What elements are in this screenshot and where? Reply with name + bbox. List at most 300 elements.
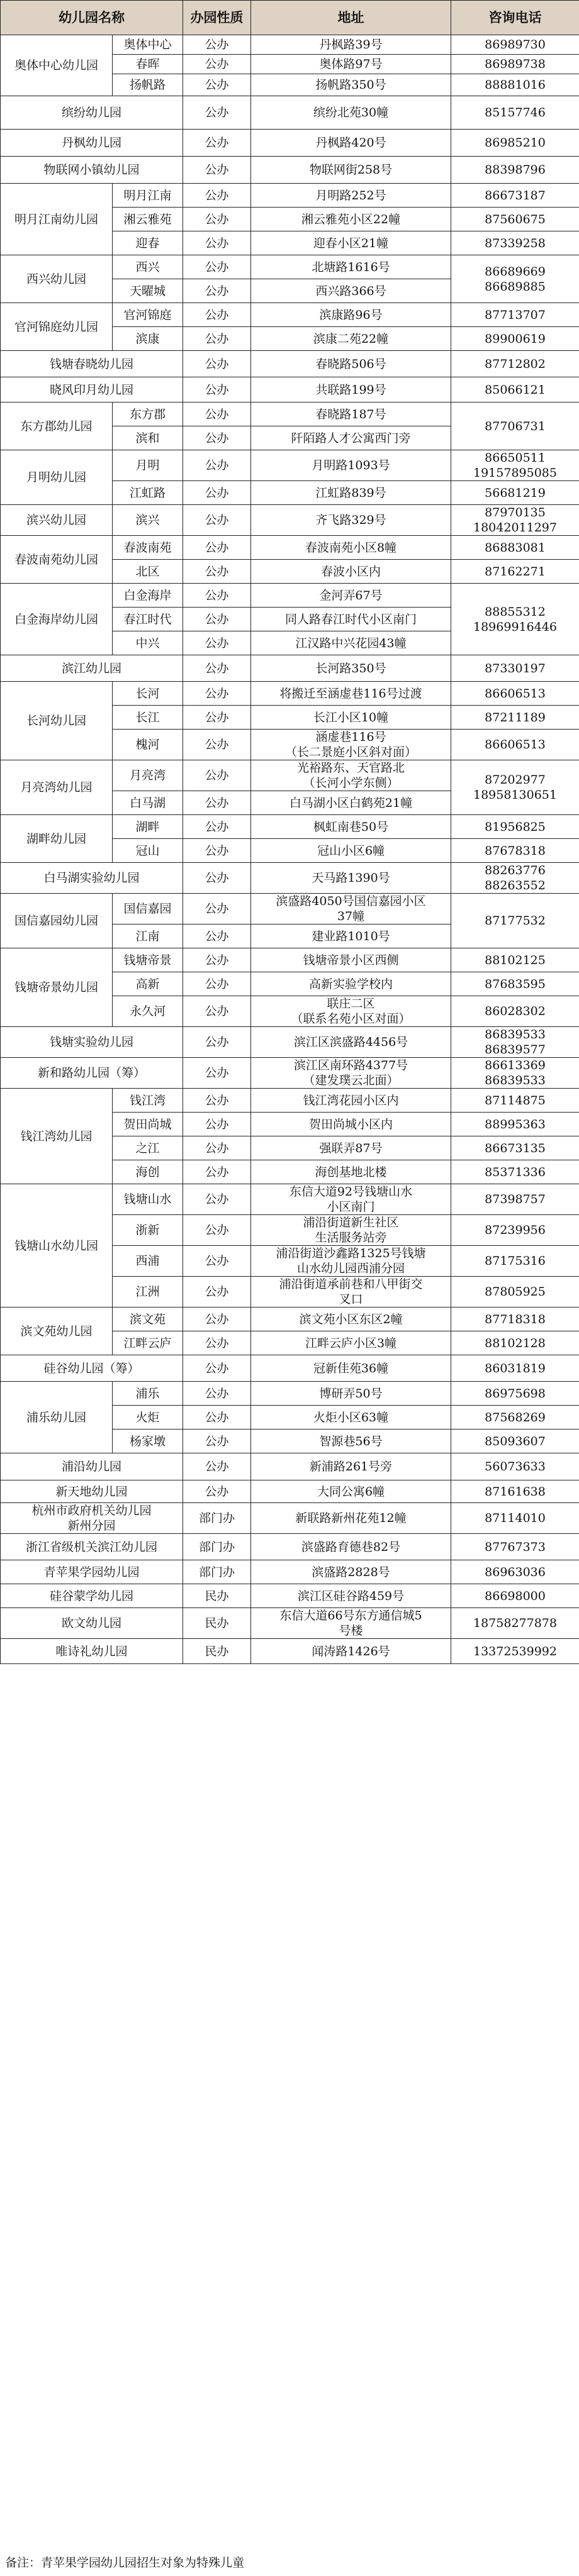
address-cell: 奥体路97号 bbox=[251, 55, 451, 74]
nature-cell: 公办 bbox=[183, 303, 251, 327]
table-row bbox=[1, 184, 579, 208]
branch-name: 贺田尚城 bbox=[113, 1113, 183, 1136]
branch-name: 江洲 bbox=[113, 1277, 183, 1307]
nature-cell: 公办 bbox=[183, 96, 251, 130]
address-cell: 丹枫路39号 bbox=[251, 35, 451, 55]
kindergarten-name: 丹枫幼儿园 bbox=[1, 130, 183, 157]
branch-name: 海创 bbox=[113, 1160, 183, 1184]
nature-cell: 公办 bbox=[183, 972, 251, 996]
kindergarten-name: 春波南苑幼儿园 bbox=[1, 536, 113, 584]
address-cell: 智源巷56号 bbox=[251, 1430, 451, 1453]
phone-cell: 85066121 bbox=[451, 377, 579, 402]
branch-name: 明月江南 bbox=[113, 184, 183, 208]
nature-cell: 公办 bbox=[183, 505, 251, 536]
address-cell: 滨文苑小区东区2幢 bbox=[251, 1307, 451, 1331]
branch-name: 滨和 bbox=[113, 426, 183, 450]
nature-cell: 公办 bbox=[183, 1027, 251, 1058]
address-cell: 浦沿街道承前巷和八甲街交 叉口 bbox=[251, 1277, 451, 1307]
phone-cell: 87970135 18042011297 bbox=[451, 505, 579, 536]
address-cell: 湘云雅苑小区22幢 bbox=[251, 208, 451, 231]
phone-cell: 86689669 86689885 bbox=[451, 255, 579, 303]
nature-cell: 公办 bbox=[183, 730, 251, 760]
nature-cell: 公办 bbox=[183, 1480, 251, 1503]
kindergarten-name: 唯诗礼幼儿园 bbox=[1, 1639, 183, 1664]
phone-cell: 87568269 bbox=[451, 1406, 579, 1430]
table-row bbox=[1, 894, 579, 924]
table-row bbox=[1, 584, 579, 608]
address-cell: 冠山小区6幢 bbox=[251, 839, 451, 863]
branch-name: 东方郡 bbox=[113, 402, 183, 426]
address-cell: 冠新佳苑36幢 bbox=[251, 1355, 451, 1382]
table-row bbox=[1, 402, 579, 426]
phone-cell: 86606513 bbox=[451, 682, 579, 706]
nature-cell: 公办 bbox=[183, 255, 251, 279]
table-row bbox=[1, 815, 579, 839]
nature-cell: 公办 bbox=[183, 1215, 251, 1246]
phone-cell: 86031819 bbox=[451, 1355, 579, 1382]
branch-name: 迎春 bbox=[113, 231, 183, 255]
address-cell: 天马路1390号 bbox=[251, 863, 451, 894]
phone-cell: 87706731 bbox=[451, 402, 579, 450]
kindergarten-name: 湖畔幼儿园 bbox=[1, 815, 113, 863]
phone-cell: 86963036 bbox=[451, 1560, 579, 1584]
nature-cell: 公办 bbox=[183, 584, 251, 608]
phone-cell: 87114010 bbox=[451, 1503, 579, 1534]
phone-cell: 87339258 bbox=[451, 231, 579, 255]
table-row bbox=[1, 351, 579, 377]
address-cell: 滨江区滨盛路4456号 bbox=[251, 1027, 451, 1058]
header-row bbox=[1, 1, 579, 35]
address-cell: 月明路252号 bbox=[251, 184, 451, 208]
table-row bbox=[1, 157, 579, 184]
address-cell: 枫虹南巷50号 bbox=[251, 815, 451, 839]
address-cell: 月明路1093号 bbox=[251, 450, 451, 481]
table-row bbox=[1, 948, 579, 972]
nature-cell: 公办 bbox=[183, 1246, 251, 1277]
branch-name: 天曜城 bbox=[113, 279, 183, 303]
branch-name: 滨兴 bbox=[113, 505, 183, 536]
kindergarten-name: 钱塘实验幼儿园 bbox=[1, 1027, 183, 1058]
nature-cell: 公办 bbox=[183, 55, 251, 74]
phone-cell: 86606513 bbox=[451, 730, 579, 760]
phone-cell: 87202977 18958130651 bbox=[451, 760, 579, 815]
nature-cell: 公办 bbox=[183, 377, 251, 402]
address-cell: 贺田尚城小区内 bbox=[251, 1113, 451, 1136]
address-cell: 滨江区南环路4377号 （建发璞云北面） bbox=[251, 1058, 451, 1089]
address-cell: 浦沿街道新生社区 生活服务站旁 bbox=[251, 1215, 451, 1246]
phone-cell: 88995363 bbox=[451, 1113, 579, 1136]
branch-name: 滨文苑 bbox=[113, 1307, 183, 1331]
nature-cell: 公办 bbox=[183, 426, 251, 450]
nature-cell: 公办 bbox=[183, 1382, 251, 1406]
table-row bbox=[1, 1639, 579, 1664]
address-cell: 江虹路839号 bbox=[251, 481, 451, 505]
branch-name: 浦乐 bbox=[113, 1382, 183, 1406]
kindergarten-name: 新和路幼儿园（筹） bbox=[1, 1058, 183, 1089]
phone-cell: 86698000 bbox=[451, 1584, 579, 1608]
phone-cell: 87161638 bbox=[451, 1480, 579, 1503]
branch-name: 滨康 bbox=[113, 327, 183, 351]
header-address: 地址 bbox=[251, 1, 451, 35]
branch-name: 春晖 bbox=[113, 55, 183, 74]
branch-name: 火炬 bbox=[113, 1406, 183, 1430]
kindergarten-name: 白金海岸幼儿园 bbox=[1, 584, 113, 655]
nature-cell: 公办 bbox=[183, 35, 251, 55]
nature-cell: 部门办 bbox=[183, 1560, 251, 1584]
branch-name: 扬帆路 bbox=[113, 74, 183, 96]
kindergarten-name: 物联网小镇幼儿园 bbox=[1, 157, 183, 184]
branch-name: 长河 bbox=[113, 682, 183, 706]
phone-cell: 18758277878 bbox=[451, 1608, 579, 1639]
nature-cell: 公办 bbox=[183, 631, 251, 655]
kindergarten-name: 浦乐幼儿园 bbox=[1, 1382, 113, 1453]
nature-cell: 公办 bbox=[183, 1430, 251, 1453]
address-cell: 丹枫路420号 bbox=[251, 130, 451, 157]
table-row bbox=[1, 1089, 579, 1113]
header-nature: 办园性质 bbox=[183, 1, 251, 35]
branch-name: 江虹路 bbox=[113, 481, 183, 505]
table-row bbox=[1, 130, 579, 157]
kindergarten-name: 硅谷蒙学幼儿园 bbox=[1, 1584, 183, 1608]
address-cell: 西兴路366号 bbox=[251, 279, 451, 303]
address-cell: 同人路春江时代小区南门 bbox=[251, 608, 451, 631]
branch-name: 国信嘉园 bbox=[113, 894, 183, 924]
branch-name: 永久河 bbox=[113, 996, 183, 1027]
branch-name: 西浦 bbox=[113, 1246, 183, 1277]
kindergarten-name: 月明幼儿园 bbox=[1, 450, 113, 505]
nature-cell: 公办 bbox=[183, 1453, 251, 1480]
phone-cell: 88855312 18969916446 bbox=[451, 584, 579, 655]
header-phone: 咨询电话 bbox=[451, 1, 579, 35]
kindergarten-name: 杭州市政府机关幼儿园 新州分园 bbox=[1, 1503, 183, 1534]
branch-name: 白金海岸 bbox=[113, 584, 183, 608]
table-row bbox=[1, 1184, 579, 1215]
nature-cell: 公办 bbox=[183, 948, 251, 972]
nature-cell: 公办 bbox=[183, 1058, 251, 1089]
address-cell: 春波南苑小区8幢 bbox=[251, 536, 451, 560]
table-row bbox=[1, 682, 579, 706]
nature-cell: 公办 bbox=[183, 74, 251, 96]
address-cell: 长江小区10幢 bbox=[251, 706, 451, 730]
table-row bbox=[1, 450, 579, 481]
kindergarten-name: 西兴幼儿园 bbox=[1, 255, 113, 303]
address-cell: 共联路199号 bbox=[251, 377, 451, 402]
address-cell: 东信大道66号东方通信城5 号楼 bbox=[251, 1608, 451, 1639]
kindergarten-name: 奥体中心幼儿园 bbox=[1, 35, 113, 96]
kindergarten-name: 青苹果学园幼儿园 bbox=[1, 1560, 183, 1584]
nature-cell: 公办 bbox=[183, 996, 251, 1027]
phone-cell: 86989730 bbox=[451, 35, 579, 55]
kindergarten-name: 长河幼儿园 bbox=[1, 682, 113, 760]
phone-cell: 87211189 bbox=[451, 706, 579, 730]
nature-cell: 公办 bbox=[183, 1113, 251, 1136]
table-row bbox=[1, 1307, 579, 1331]
address-cell: 高新实验学校内 bbox=[251, 972, 451, 996]
address-cell: 滨盛路育德巷82号 bbox=[251, 1534, 451, 1560]
address-cell: 钱塘帝景小区西侧 bbox=[251, 948, 451, 972]
phone-cell: 89900619 bbox=[451, 327, 579, 351]
kindergarten-name: 明月江南幼儿园 bbox=[1, 184, 113, 255]
nature-cell: 公办 bbox=[183, 130, 251, 157]
branch-name: 中兴 bbox=[113, 631, 183, 655]
address-cell: 东信大道92号钱塘山水 小区南门 bbox=[251, 1184, 451, 1215]
table-row bbox=[1, 1058, 579, 1089]
address-cell: 迎春小区21幢 bbox=[251, 231, 451, 255]
kindergarten-name: 钱塘帝景幼儿园 bbox=[1, 948, 113, 1027]
phone-cell: 86613369 86839533 bbox=[451, 1058, 579, 1089]
branch-name: 春波南苑 bbox=[113, 536, 183, 560]
nature-cell: 公办 bbox=[183, 863, 251, 894]
table-row bbox=[1, 1027, 579, 1058]
address-cell: 火炬小区63幢 bbox=[251, 1406, 451, 1430]
address-cell: 海创基地北楼 bbox=[251, 1160, 451, 1184]
branch-name: 槐河 bbox=[113, 730, 183, 760]
address-cell: 滨盛路4050号国信嘉园小区 37幢 bbox=[251, 894, 451, 924]
address-cell: 建业路1010号 bbox=[251, 924, 451, 948]
phone-cell: 87678318 bbox=[451, 839, 579, 863]
table-row bbox=[1, 1503, 579, 1534]
address-cell: 滨江区硅谷路459号 bbox=[251, 1584, 451, 1608]
kindergarten-name: 硅谷幼儿园（筹） bbox=[1, 1355, 183, 1382]
table-row bbox=[1, 655, 579, 682]
nature-cell: 公办 bbox=[183, 1331, 251, 1355]
kindergarten-name: 白马湖实验幼儿园 bbox=[1, 863, 183, 894]
address-cell: 强联弄87号 bbox=[251, 1136, 451, 1160]
phone-cell: 87330197 bbox=[451, 655, 579, 682]
kindergarten-name: 浦沿幼儿园 bbox=[1, 1453, 183, 1480]
table-row bbox=[1, 303, 579, 327]
nature-cell: 公办 bbox=[183, 682, 251, 706]
kindergarten-name: 月亮湾幼儿园 bbox=[1, 760, 113, 815]
phone-cell: 85371336 bbox=[451, 1160, 579, 1184]
branch-name: 钱塘帝景 bbox=[113, 948, 183, 972]
phone-cell: 56681219 bbox=[451, 481, 579, 505]
table-row bbox=[1, 863, 579, 894]
phone-cell: 88263776 88263552 bbox=[451, 863, 579, 894]
nature-cell: 公办 bbox=[183, 450, 251, 481]
address-cell: 江汉路中兴花园43幢 bbox=[251, 631, 451, 655]
branch-name: 月明 bbox=[113, 450, 183, 481]
nature-cell: 公办 bbox=[183, 894, 251, 924]
phone-cell: 87718318 bbox=[451, 1307, 579, 1331]
phone-cell: 87175316 bbox=[451, 1246, 579, 1277]
address-cell: 滨康路96号 bbox=[251, 303, 451, 327]
phone-cell: 81956825 bbox=[451, 815, 579, 839]
branch-name: 钱塘山水 bbox=[113, 1184, 183, 1215]
table-row bbox=[1, 255, 579, 279]
address-cell: 春波小区内 bbox=[251, 560, 451, 584]
nature-cell: 公办 bbox=[183, 1355, 251, 1382]
table-row bbox=[1, 1382, 579, 1406]
nature-cell: 公办 bbox=[183, 1136, 251, 1160]
address-cell: 浦沿街道沙鑫路1325号钱塘 山水幼儿园西浦分园 bbox=[251, 1246, 451, 1277]
kindergarten-name: 缤纷幼儿园 bbox=[1, 96, 183, 130]
nature-cell: 民办 bbox=[183, 1608, 251, 1639]
branch-name: 湖畔 bbox=[113, 815, 183, 839]
table-row bbox=[1, 536, 579, 560]
phone-cell: 86989738 bbox=[451, 55, 579, 74]
phone-cell: 88102125 bbox=[451, 948, 579, 972]
address-cell: 物联网街258号 bbox=[251, 157, 451, 184]
address-cell: 大同公寓6幢 bbox=[251, 1480, 451, 1503]
phone-cell: 87177532 bbox=[451, 894, 579, 948]
phone-cell: 86985210 bbox=[451, 130, 579, 157]
branch-name: 江南 bbox=[113, 924, 183, 948]
nature-cell: 公办 bbox=[183, 351, 251, 377]
phone-cell: 87713707 bbox=[451, 303, 579, 327]
kindergarten-name: 滨文苑幼儿园 bbox=[1, 1307, 113, 1355]
address-cell: 博研弄50号 bbox=[251, 1382, 451, 1406]
phone-cell: 86975698 bbox=[451, 1382, 579, 1406]
phone-cell: 87805925 bbox=[451, 1277, 579, 1307]
address-cell: 新浦路261号旁 bbox=[251, 1453, 451, 1480]
branch-name: 湘云雅苑 bbox=[113, 208, 183, 231]
phone-cell: 87114875 bbox=[451, 1089, 579, 1113]
phone-cell: 87683595 bbox=[451, 972, 579, 996]
phone-cell: 85157746 bbox=[451, 96, 579, 130]
branch-name: 白马湖 bbox=[113, 791, 183, 815]
address-cell: 滨盛路2828号 bbox=[251, 1560, 451, 1584]
nature-cell: 公办 bbox=[183, 655, 251, 682]
phone-cell: 56073633 bbox=[451, 1453, 579, 1480]
branch-name: 江畔云庐 bbox=[113, 1331, 183, 1355]
nature-cell: 公办 bbox=[183, 231, 251, 255]
address-cell: 春晓路187号 bbox=[251, 402, 451, 426]
address-cell: 江畔云庐小区3幢 bbox=[251, 1331, 451, 1355]
address-cell: 联庄二区 （联系名苑小区对面） bbox=[251, 996, 451, 1027]
branch-name: 冠山 bbox=[113, 839, 183, 863]
nature-cell: 民办 bbox=[183, 1639, 251, 1664]
branch-name: 之江 bbox=[113, 1136, 183, 1160]
kindergarten-name: 钱江湾幼儿园 bbox=[1, 1089, 113, 1184]
address-cell: 钱江湾花园小区内 bbox=[251, 1089, 451, 1113]
table-row bbox=[1, 760, 579, 791]
nature-cell: 公办 bbox=[183, 608, 251, 631]
address-cell: 春晓路506号 bbox=[251, 351, 451, 377]
phone-cell: 85093607 bbox=[451, 1430, 579, 1453]
phone-cell: 88102128 bbox=[451, 1331, 579, 1355]
nature-cell: 公办 bbox=[183, 791, 251, 815]
nature-cell: 公办 bbox=[183, 1184, 251, 1215]
kindergarten-name: 滨兴幼儿园 bbox=[1, 505, 113, 536]
phone-cell: 87239956 bbox=[451, 1215, 579, 1246]
nature-cell: 公办 bbox=[183, 1160, 251, 1184]
branch-name: 杨家墩 bbox=[113, 1430, 183, 1453]
branch-name: 西兴 bbox=[113, 255, 183, 279]
address-cell: 新联路新州花苑12幢 bbox=[251, 1503, 451, 1534]
kindergarten-name: 钱塘春晓幼儿园 bbox=[1, 351, 183, 377]
phone-cell: 87712802 bbox=[451, 351, 579, 377]
nature-cell: 公办 bbox=[183, 481, 251, 505]
table-row bbox=[1, 1534, 579, 1560]
address-cell: 长河路350号 bbox=[251, 655, 451, 682]
kindergarten-name: 国信嘉园幼儿园 bbox=[1, 894, 113, 948]
phone-cell: 86650511 19157895085 bbox=[451, 450, 579, 481]
nature-cell: 公办 bbox=[183, 208, 251, 231]
table-row bbox=[1, 35, 579, 55]
branch-name: 官河锦庭 bbox=[113, 303, 183, 327]
phone-cell: 87398757 bbox=[451, 1184, 579, 1215]
header-name: 幼儿园名称 bbox=[1, 1, 183, 35]
table-row bbox=[1, 377, 579, 402]
kindergarten-name: 东方郡幼儿园 bbox=[1, 402, 113, 450]
table-row bbox=[1, 1480, 579, 1503]
nature-cell: 公办 bbox=[183, 184, 251, 208]
kindergarten-name: 欧文幼儿园 bbox=[1, 1608, 183, 1639]
nature-cell: 公办 bbox=[183, 924, 251, 948]
address-cell: 滨康二苑22幢 bbox=[251, 327, 451, 351]
table-row bbox=[1, 505, 579, 536]
nature-cell: 公办 bbox=[183, 815, 251, 839]
table-row bbox=[1, 1453, 579, 1480]
kindergarten-name: 滨江幼儿园 bbox=[1, 655, 183, 682]
address-cell: 扬帆路350号 bbox=[251, 74, 451, 96]
nature-cell: 公办 bbox=[183, 327, 251, 351]
kindergarten-name: 晓风印月幼儿园 bbox=[1, 377, 183, 402]
address-cell: 阡陌路人才公寓西门旁 bbox=[251, 426, 451, 450]
branch-name: 浙新 bbox=[113, 1215, 183, 1246]
nature-cell: 部门办 bbox=[183, 1534, 251, 1560]
phone-cell: 88398796 bbox=[451, 157, 579, 184]
nature-cell: 公办 bbox=[183, 279, 251, 303]
branch-name: 北区 bbox=[113, 560, 183, 584]
nature-cell: 部门办 bbox=[183, 1503, 251, 1534]
address-cell: 涵虚巷116号 （长二景庭小区斜对面） bbox=[251, 730, 451, 760]
nature-cell: 公办 bbox=[183, 1406, 251, 1430]
branch-name: 高新 bbox=[113, 972, 183, 996]
nature-cell: 公办 bbox=[183, 536, 251, 560]
branch-name: 春江时代 bbox=[113, 608, 183, 631]
branch-name: 奥体中心 bbox=[113, 35, 183, 55]
phone-cell: 88881016 bbox=[451, 74, 579, 96]
phone-cell: 13372539992 bbox=[451, 1639, 579, 1664]
address-cell: 闻涛路1426号 bbox=[251, 1639, 451, 1664]
kindergarten-name: 钱塘山水幼儿园 bbox=[1, 1184, 113, 1307]
kindergarten-name: 新天地幼儿园 bbox=[1, 1480, 183, 1503]
kindergarten-name: 官河锦庭幼儿园 bbox=[1, 303, 113, 351]
phone-cell: 86883081 bbox=[451, 536, 579, 560]
phone-cell: 86028302 bbox=[451, 996, 579, 1027]
nature-cell: 公办 bbox=[183, 839, 251, 863]
nature-cell: 公办 bbox=[183, 402, 251, 426]
nature-cell: 公办 bbox=[183, 157, 251, 184]
phone-cell: 87162271 bbox=[451, 560, 579, 584]
table-row bbox=[1, 96, 579, 130]
address-cell: 光裕路东、天官路北 （长河小学东侧） bbox=[251, 760, 451, 791]
kindergarten-name: 浙江省级机关滨江幼儿园 bbox=[1, 1534, 183, 1560]
address-cell: 金河弄67号 bbox=[251, 584, 451, 608]
nature-cell: 公办 bbox=[183, 760, 251, 791]
nature-cell: 公办 bbox=[183, 1089, 251, 1113]
phone-cell: 87560675 bbox=[451, 208, 579, 231]
table-row bbox=[1, 1355, 579, 1382]
branch-name: 钱江湾 bbox=[113, 1089, 183, 1113]
phone-cell: 86673135 bbox=[451, 1136, 579, 1160]
table-row bbox=[1, 1584, 579, 1608]
phone-cell: 87767373 bbox=[451, 1534, 579, 1560]
phone-cell: 86839533 86839577 bbox=[451, 1027, 579, 1058]
address-cell: 将搬迁至涵虚巷116号过渡 bbox=[251, 682, 451, 706]
table-row bbox=[1, 1560, 579, 1584]
nature-cell: 民办 bbox=[183, 1584, 251, 1608]
phone-cell: 86673187 bbox=[451, 184, 579, 208]
nature-cell: 公办 bbox=[183, 1277, 251, 1307]
footnote: 备注：青苹果学园幼儿园招生对象为特殊儿童 bbox=[5, 2557, 245, 2570]
nature-cell: 公办 bbox=[183, 706, 251, 730]
address-cell: 缤纷北苑30幢 bbox=[251, 96, 451, 130]
table-row bbox=[1, 1608, 579, 1639]
nature-cell: 公办 bbox=[183, 1307, 251, 1331]
